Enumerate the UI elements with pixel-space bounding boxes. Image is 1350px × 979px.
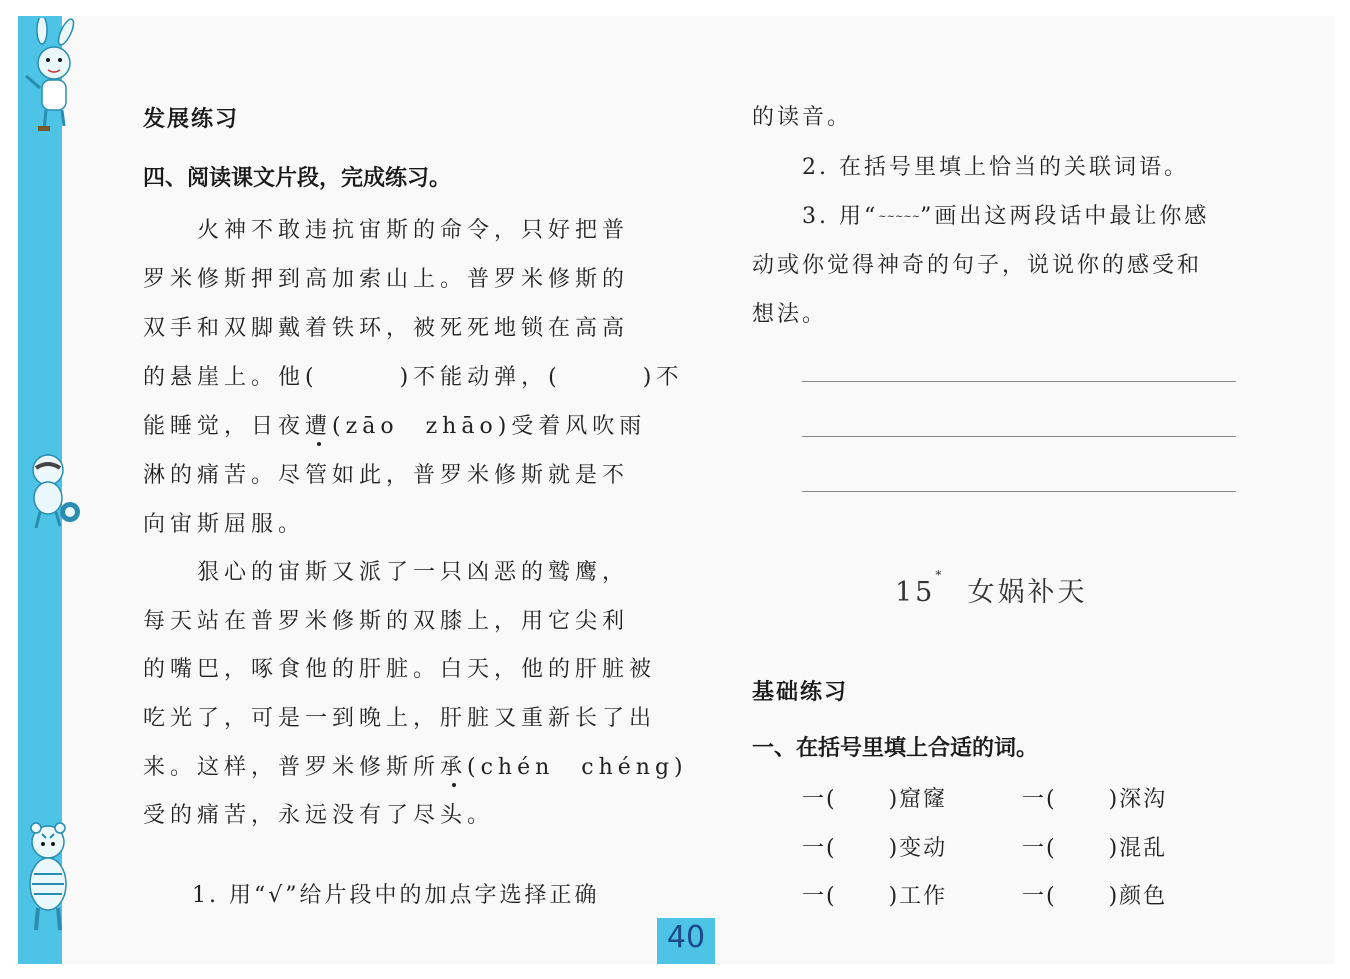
blank-suffix: )颜色 xyxy=(1108,884,1168,909)
sub-question-3-line-3: 想法。 xyxy=(752,302,828,327)
fill-blank-item[interactable] xyxy=(802,782,947,813)
sub-question-3 xyxy=(802,199,1209,230)
blank-suffix: )变动 xyxy=(888,836,948,861)
passage-line: 的悬崖上。他( )不能动弹，( )不 xyxy=(143,365,684,390)
passage-line: 淋的痛苦。尽管如此，普罗米修斯就是不 xyxy=(143,463,630,488)
blank-prefix: 一( xyxy=(1022,836,1057,861)
blank-prefix: 一( xyxy=(802,884,837,909)
section-title-development: 发展练习 xyxy=(143,107,240,132)
lesson-mark: * xyxy=(935,568,945,582)
passage-line-with-dotted-char xyxy=(143,750,688,781)
lesson-name: 女娲补天 xyxy=(967,577,1088,608)
blank-suffix: )混乱 xyxy=(1108,836,1168,861)
passage-line: 火神不敢违抗宙斯的命令，只好把普 xyxy=(143,218,630,243)
fill-blank-item[interactable] xyxy=(802,879,947,910)
text-before-dot: 能睡觉，日夜 xyxy=(143,414,306,439)
dotted-character: 承 xyxy=(440,755,468,780)
passage-line: 吃光了，可是一到晚上，肝脏又重新长了出 xyxy=(143,706,657,731)
tiger-mascot-icon xyxy=(14,820,86,940)
sub-question-2: 2. 在括号里填上恰当的关联词语。 xyxy=(802,155,1189,180)
pinyin-options: (zāo zhāo)受着风吹雨 xyxy=(332,414,647,439)
blank-suffix: )深沟 xyxy=(1108,787,1168,812)
sub-question-1-continued: 的读音。 xyxy=(752,105,853,130)
question-1-title: 一、在括号里填上合适的词。 xyxy=(752,736,1039,761)
raccoon-mascot-icon xyxy=(14,450,84,535)
sub-question-1: 1. 用“√”给片段中的加点字选择正确 xyxy=(192,883,600,908)
answer-line[interactable] xyxy=(802,381,1236,382)
question-4-title: 四、阅读课文片段，完成练习。 xyxy=(143,166,452,191)
passage-line: 狠心的宙斯又派了一只凶恶的鹫鹰， xyxy=(143,560,630,585)
passage-line: 双手和双脚戴着铁环，被死死地锁在高高 xyxy=(143,316,630,341)
q3-text-end: ”画出这两段话中最让你感 xyxy=(920,204,1210,229)
blank-prefix: 一( xyxy=(1022,787,1057,812)
pinyin-options: (chén chéng) xyxy=(467,755,688,780)
fill-blank-item[interactable] xyxy=(1022,879,1167,910)
fill-blank-item[interactable] xyxy=(802,831,947,862)
rabbit-mascot-icon xyxy=(14,18,94,133)
blank-prefix: 一( xyxy=(802,836,837,861)
fill-blank-item[interactable] xyxy=(1022,782,1167,813)
answer-line[interactable] xyxy=(802,436,1236,437)
q3-text-start: 3. 用“ xyxy=(802,204,879,229)
passage-line: 每天站在普罗米修斯的双膝上，用它尖利 xyxy=(143,609,630,634)
dotted-character: 遭 xyxy=(305,414,333,439)
blank-prefix: 一( xyxy=(1022,884,1057,909)
blank-suffix: )窟窿 xyxy=(888,787,948,812)
lesson-title xyxy=(895,570,1088,609)
passage-line-with-dotted-char xyxy=(143,409,646,440)
passage-line: 受的痛苦，永远没有了尽头。 xyxy=(143,803,495,828)
blank-prefix: 一( xyxy=(802,787,837,812)
wavy-line-symbol: ~~~~~ xyxy=(878,211,921,223)
lesson-number: 15 xyxy=(895,577,936,608)
page-number: 40 xyxy=(666,920,706,955)
answer-line[interactable] xyxy=(802,491,1236,492)
section-title-basic: 基础练习 xyxy=(752,680,849,705)
blank-suffix: )工作 xyxy=(888,884,948,909)
passage-line: 罗米修斯押到高加索山上。普罗米修斯的 xyxy=(143,267,630,292)
fill-blank-item[interactable] xyxy=(1022,831,1167,862)
passage-line: 向宙斯屈服。 xyxy=(143,512,306,537)
passage-line: 的嘴巴，啄食他的肝脏。白天，他的肝脏被 xyxy=(143,657,657,682)
sub-question-3-line-2: 动或你觉得神奇的句子，说说你的感受和 xyxy=(752,253,1203,278)
text-before-dot: 来。这样，普罗米修斯所 xyxy=(143,755,441,780)
